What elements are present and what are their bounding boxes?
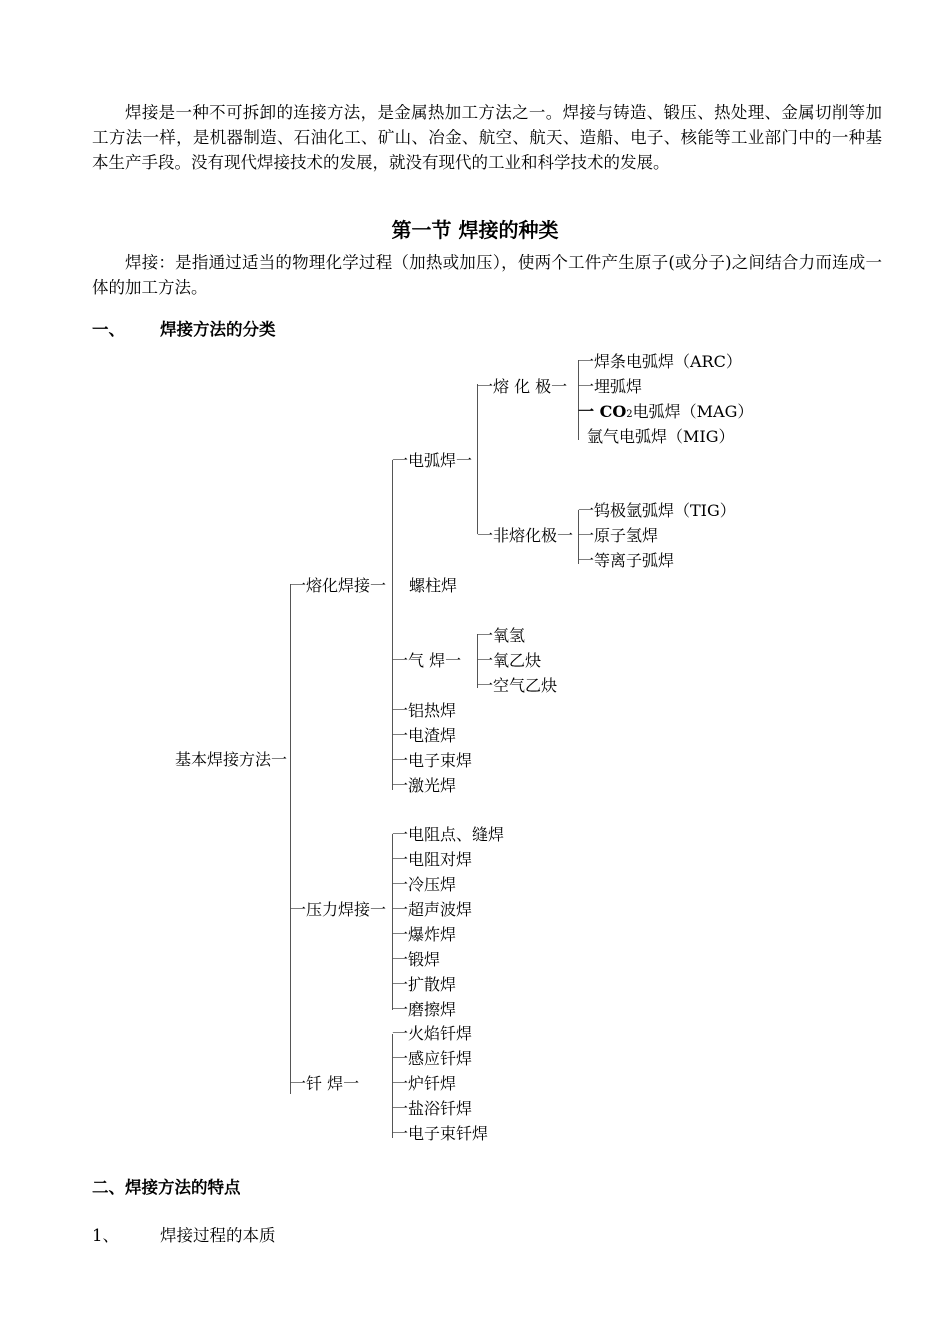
tree-submerged: 一埋弧焊 <box>578 377 643 396</box>
tree-spot-seam: 一电阻点、缝焊 <box>392 825 505 844</box>
tree-forge: 一锻焊 <box>392 950 441 969</box>
tree-explosive: 一爆炸焊 <box>392 925 457 944</box>
co2-subscript: 2 <box>626 409 633 420</box>
tree-oxy-acetylene: 一氧乙炔 <box>477 651 542 670</box>
tree-plasma: 一等离子弧焊 <box>578 551 675 570</box>
intro-paragraph: 焊接是一种不可拆卸的连接方法，是金属热加工方法之一。焊接与铸造、锻压、热处理、金属切削等加工方法一样，是机器制造、石油化工、矿山、冶金、航空、航天、造船、电子、核能等工业部门中的一种基本生产手段。没有现代焊接技术的发展，就没有现代的工业和科学技术的发展。 <box>92 103 882 172</box>
tree-consumable: 一熔 化 极一 <box>477 377 568 396</box>
tree-induction-braze: 一感应钎焊 <box>392 1049 473 1068</box>
tree-line-arc <box>477 384 478 534</box>
co2-dash: 一 <box>578 402 600 421</box>
tree-ebeam: 一电子束焊 <box>392 751 473 770</box>
co2-main: CO <box>599 402 627 421</box>
section-title: 第一节 焊接的种类 <box>391 218 559 242</box>
co2-suffix: 电弧焊（MAG） <box>632 402 754 421</box>
tree-ultrasonic: 一超声波焊 <box>392 900 473 919</box>
tree-tig: 一钨极氩弧焊（TIG） <box>578 501 736 520</box>
tree-atomic-hydrogen: 一原子氢焊 <box>578 526 659 545</box>
heading-text: 焊接方法的分类 <box>160 320 276 339</box>
tree-electroslag: 一电渣焊 <box>392 726 457 745</box>
tree-cold: 一冷压焊 <box>392 875 457 894</box>
tree-arc-welding: 一焊条电弧焊（ARC） <box>578 352 742 371</box>
tree-line-consumable <box>578 360 579 440</box>
tree-arc: 一电弧焊一 <box>392 451 473 470</box>
heading-number: 一、 <box>92 320 125 339</box>
tree-thermite: 一铝热焊 <box>392 701 457 720</box>
tree-line-root <box>290 584 291 1094</box>
tree-ebeam-braze: 一电子束钎焊 <box>392 1124 489 1143</box>
tree-furnace-braze: 一炉钎焊 <box>392 1074 457 1093</box>
heading-essence-number: 1、 <box>92 1226 119 1245</box>
tree-diffusion: 一扩散焊 <box>392 975 457 994</box>
tree-stud: 螺柱焊 <box>409 576 458 595</box>
tree-co2 <box>578 402 753 425</box>
tree-friction: 一磨擦焊 <box>392 1000 457 1019</box>
heading-essence <box>92 1222 276 1246</box>
tree-salt-braze: 一盐浴钎焊 <box>392 1099 473 1118</box>
tree-butt: 一电阻对焊 <box>392 850 473 869</box>
heading-features: 二、焊接方法的特点 <box>92 1178 241 1197</box>
tree-brazing: 一钎 焊一 <box>290 1074 360 1093</box>
tree-air-acetylene: 一空气乙炔 <box>477 676 558 695</box>
tree-pressure: 一压力焊接一 <box>290 900 387 919</box>
tree-nonconsumable: 一非熔化极一 <box>477 526 574 545</box>
tree-mig: 氩气电弧焊（MIG） <box>587 427 735 446</box>
tree-gas: 一气 焊一 <box>392 651 462 670</box>
tree-oxy-hydrogen: 一氧氢 <box>477 626 526 645</box>
tree-flame-braze: 一火焰钎焊 <box>392 1024 473 1043</box>
definition-paragraph: 焊接：是指通过适当的物理化学过程（加热或加压），使两个工件产生原子(或分子)之间结合力而连成一体的加工方法。 <box>92 253 882 297</box>
heading-essence-text: 焊接过程的本质 <box>160 1226 276 1245</box>
tree-root: 基本焊接方法一 <box>175 750 288 769</box>
tree-fusion: 一熔化焊接一 <box>290 576 387 595</box>
tree-laser: 一激光焊 <box>392 776 457 795</box>
